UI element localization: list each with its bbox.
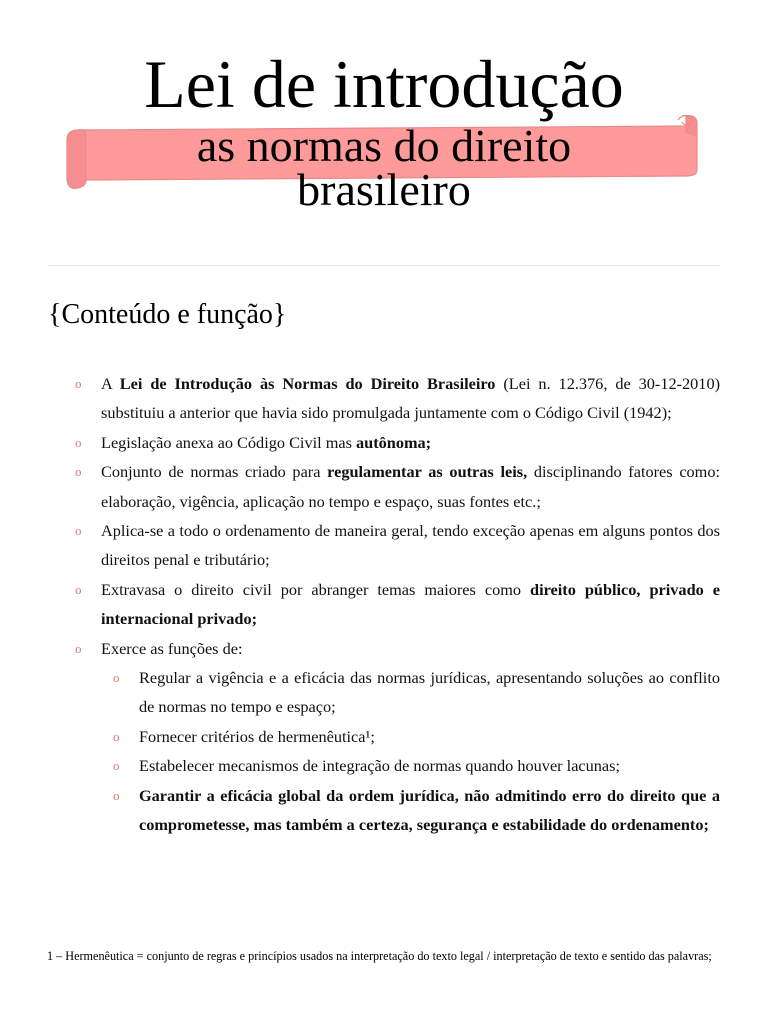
list-item: [48, 369, 720, 428]
sub-list-item: [48, 781, 720, 840]
circle-bullet-icon: o: [113, 758, 120, 774]
circle-bullet-icon: o: [113, 728, 120, 744]
list-item: [48, 457, 720, 516]
item-text-bold: regulamentar as outras leis,: [327, 462, 528, 482]
document-subtitle-line-1: as normas do direito: [196, 120, 572, 171]
item-text-bold: Lei de Introdução às Normas do Direito Brasileiro: [119, 374, 496, 393]
header-divider: [48, 265, 720, 266]
section-heading: {Conteúdo e função}: [48, 299, 287, 330]
content-list: [48, 369, 720, 840]
item-text: disciplinando fatores como: elaboração, vigência, aplicação no tempo e espaço, suas fontes etc.;: [101, 462, 721, 511]
document-title: Lei de introdução: [144, 46, 624, 122]
circle-bullet-icon: o: [75, 581, 82, 597]
item-text-bold: Garantir a eficácia global da ordem jurídica, não admitindo erro do direito que a comprometesse, mas também a certeza, segurança e estabilidade do ordenamento;: [139, 785, 720, 835]
circle-bullet-icon: o: [113, 670, 120, 686]
circle-bullet-icon: o: [75, 464, 82, 480]
circle-bullet-icon: o: [75, 640, 82, 656]
item-text: (Lei n. 12.376, de 30-12-2010) substituiu a anterior que havia sido promulgada juntamente com o Código Civil (1942);: [101, 374, 721, 423]
document-subtitle-line-2: brasileiro: [297, 164, 471, 215]
item-text: Extravasa o direito civil por abranger temas maiores como: [101, 579, 531, 599]
sub-list-item: [48, 722, 720, 751]
list-item: [48, 575, 720, 634]
circle-bullet-icon: o: [75, 376, 82, 391]
circle-bullet-icon: o: [113, 787, 120, 803]
item-text: Regular a vigência e a eficácia das normas jurídicas, apresentando soluções ao conflito de normas no tempo e espaço;: [139, 668, 720, 717]
item-text: Conjunto de normas criado para: [101, 462, 328, 482]
sub-list-item: [48, 751, 720, 780]
item-text: Aplica-se a todo o ordenamento de maneira geral, tendo exceção apenas em alguns pontos dos direitos penal e tributário;: [101, 521, 720, 570]
item-text: Estabelecer mecanismos de integração de normas quando houver lacunas;: [139, 756, 621, 776]
list-item: [48, 428, 720, 457]
sub-list-item: [48, 663, 720, 722]
item-text: A: [101, 374, 120, 393]
item-text: Legislação anexa ao Código Civil mas: [101, 432, 357, 452]
circle-bullet-icon: o: [75, 523, 82, 539]
item-text: Fornecer critérios de hermenêutica¹;: [139, 726, 375, 746]
list-item: [48, 634, 720, 663]
list-item: [48, 516, 720, 575]
footnote: 1 – Hermenêutica = conjunto de regras e princípios usados na interpretação do texto legal / interpretação de texto e sentido das palavras;: [47, 949, 712, 963]
item-text-bold: autônoma;: [356, 432, 432, 452]
item-text: Exerce as funções de:: [101, 638, 243, 658]
circle-bullet-icon: o: [75, 434, 82, 450]
item-text-bold: direito público, privado e internacional privado;: [101, 579, 720, 629]
